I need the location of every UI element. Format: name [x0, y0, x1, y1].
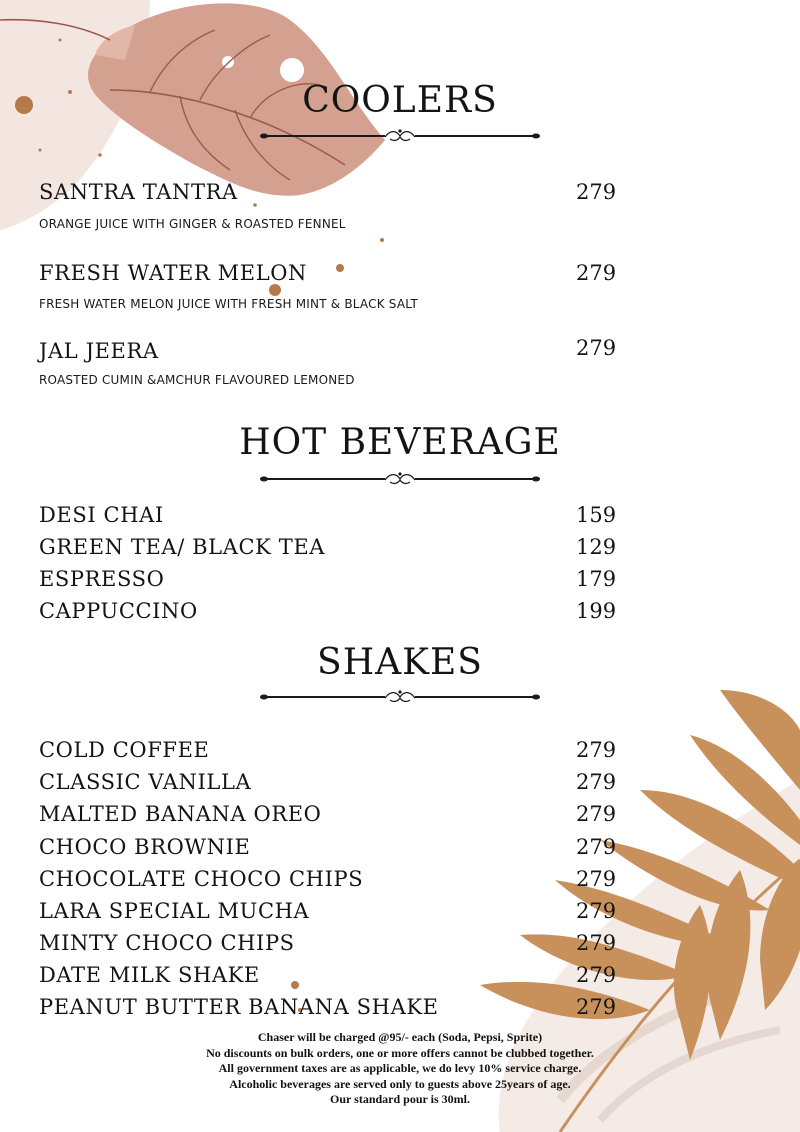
menu-item-price: 279: [576, 867, 617, 891]
menu-item-price: 199: [576, 599, 617, 623]
menu-item-name: COLD COFFEE: [39, 738, 210, 762]
menu-item-name: MALTED BANANA OREO: [39, 802, 322, 826]
menu-item-name: CHOCOLATE CHOCO CHIPS: [39, 867, 364, 891]
ornament-divider-icon: [260, 687, 540, 707]
menu-item-price: 179: [576, 567, 617, 591]
footer-line: Chaser will be charged @95/- each (Soda, Pepsi, Sprite): [257, 1030, 543, 1044]
menu-item-name: CAPPUCCINO: [39, 599, 198, 623]
menu-item-name: DESI CHAI: [39, 503, 164, 527]
menu-item-price: 279: [576, 336, 617, 360]
section-title-coolers: COOLERS: [302, 80, 498, 121]
footer-line: Alcoholic beverages are served only to guests above 25years of age.: [229, 1076, 571, 1091]
menu-item-description: FRESH WATER MELON JUICE WITH FRESH MINT & BLACK SALT: [39, 297, 418, 311]
menu-item-price: 279: [576, 261, 617, 285]
menu-item-description: ORANGE JUICE WITH GINGER & ROASTED FENNEL: [39, 217, 346, 231]
ornament-divider-icon: [260, 126, 540, 146]
section-title-hot-beverage: HOT BEVERAGE: [239, 422, 561, 463]
section-title-shakes: SHAKES: [317, 642, 483, 683]
menu-item-description: ROASTED CUMIN &AMCHUR FLAVOURED LEMONED: [39, 373, 355, 387]
menu-item-price: 279: [576, 995, 617, 1019]
ornament-divider-icon: [260, 469, 540, 489]
menu-item-price: 279: [576, 931, 617, 955]
menu-item-name: ESPRESSO: [39, 567, 165, 591]
menu-item-price: 129: [576, 535, 617, 559]
footer-line: Our standard pour is 30ml.: [330, 1092, 470, 1106]
menu-item-price: 279: [576, 802, 617, 826]
menu-item-name: CHOCO BROWNIE: [39, 835, 251, 859]
footer-line: No discounts on bulk orders, one or more offers cannot be clubbed together.: [206, 1045, 594, 1060]
menu-item-name: CLASSIC VANILLA: [39, 770, 252, 794]
menu-item-price: 279: [576, 963, 617, 987]
menu-item-name: MINTY CHOCO CHIPS: [39, 931, 295, 955]
menu-item-name: DATE MILK SHAKE: [39, 963, 260, 987]
menu-item-price: 159: [576, 503, 617, 527]
footer-line: All government taxes are as applicable, we do levy 10% service charge.: [218, 1061, 582, 1075]
footer-notes: [0, 1030, 800, 1108]
menu-item-name: JAL JEERA: [39, 339, 159, 363]
menu-item-price: 279: [576, 738, 617, 762]
menu-item-name: GREEN TEA/ BLACK TEA: [39, 535, 326, 559]
menu-item-price: 279: [576, 899, 617, 923]
menu-item-price: 279: [576, 180, 617, 204]
menu-item-name: PEANUT BUTTER BANANA SHAKE: [39, 995, 439, 1019]
menu-item-name: SANTRA TANTRA: [39, 180, 238, 204]
menu-item-price: 279: [576, 770, 617, 794]
menu-item-name: FRESH WATER MELON: [39, 261, 308, 285]
menu-item-price: 279: [576, 835, 617, 859]
menu-item-name: LARA SPECIAL MUCHA: [39, 899, 310, 923]
